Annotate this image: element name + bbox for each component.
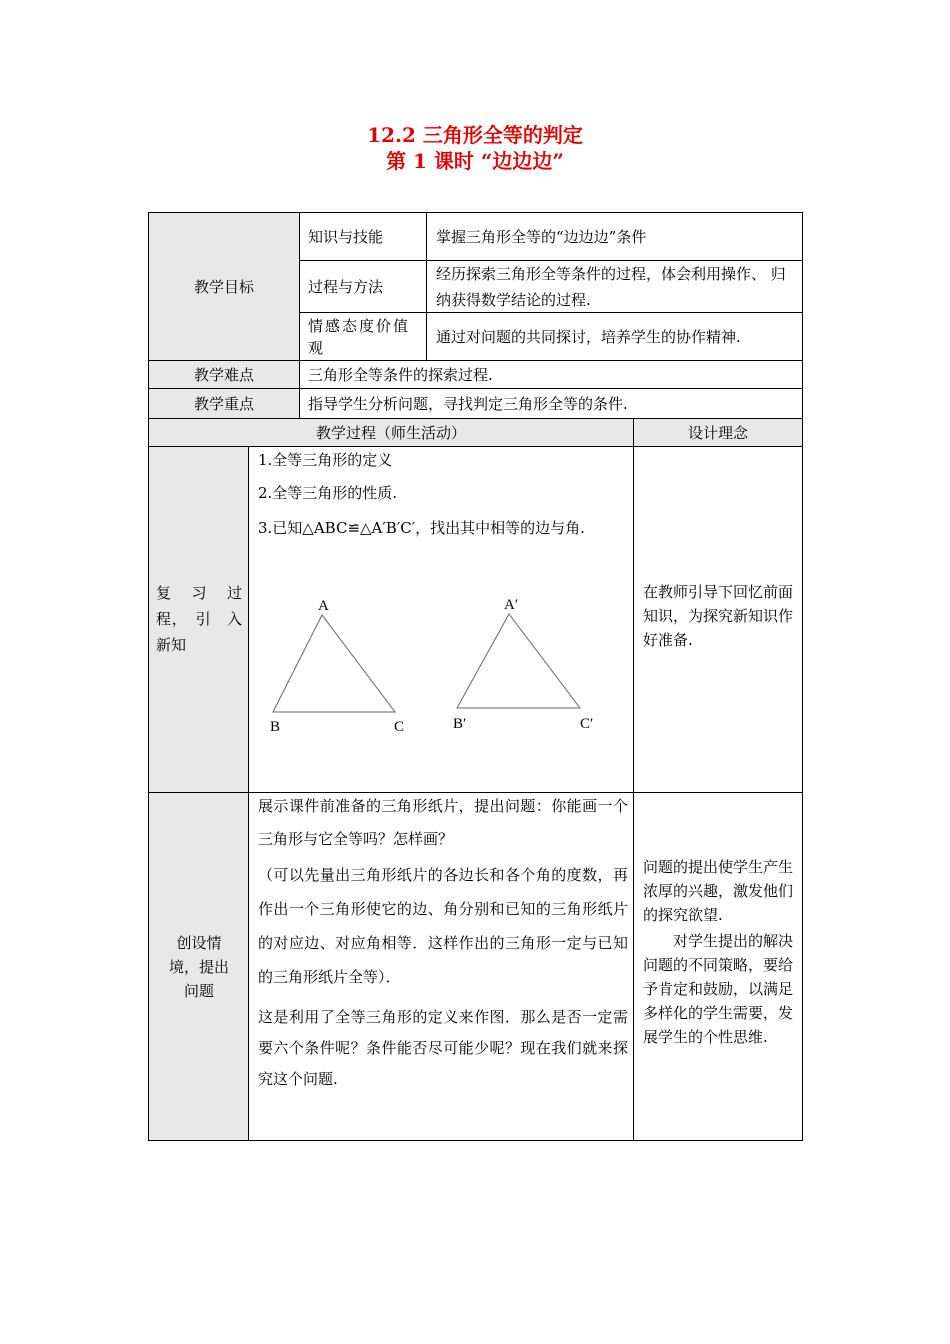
key-points-content: 指导学生分析问题，寻找判定三角形全等的条件. xyxy=(308,394,628,413)
objective-content: 经历探索三角形全等条件的过程，体会利用操作、 归纳获得数学结论的过程. xyxy=(436,264,786,309)
review-design-note: 在教师引导下回忆前面知识，为探究新知识作好准备. xyxy=(643,583,794,649)
review-item: 2.全等三角形的性质. xyxy=(258,484,398,502)
triangle-abc-shape xyxy=(273,615,395,712)
vertex-label-b: B xyxy=(270,719,281,735)
triangle-abc-prime xyxy=(453,597,593,732)
situation-paragraph: （可以先量出三角形纸片的各边长和各个角的度数，再作出一个三角形使它的边、角分别和已知的三角形纸片的对应边、对应角相等．这样作出的三角形一定与已知的三角形纸片全等）． xyxy=(258,866,628,986)
review-item: 3.已知△ABC≌△A′B′C′，找出其中相等的边与角. xyxy=(258,519,585,537)
vertex-label-c-prime: C′ xyxy=(580,716,594,732)
situation-design-note: 问题的提出使学生产生浓厚的兴趣，激发他们的探究欲望. xyxy=(643,858,794,924)
lesson-subtitle: 第 1 课时 “边边边” xyxy=(386,149,564,173)
rule xyxy=(299,212,300,418)
objectives-label: 教学目标 xyxy=(193,277,254,296)
objective-content: 通过对问题的共同探讨，培养学生的协作精神. xyxy=(436,327,741,346)
lesson-title: 12.2 三角形全等的判定 xyxy=(367,123,583,147)
situation-paragraph: 这是利用了全等三角形的定义来作图．那么是否一定需要六个条件呢？条件能否尽可能少呢？现在我们就来探究这个问题. xyxy=(258,1008,628,1088)
review-item: 1.全等三角形的定义 xyxy=(258,451,393,469)
rule xyxy=(802,212,803,1141)
triangle-abc xyxy=(270,598,404,735)
objective-category: 知识与技能 xyxy=(308,227,384,246)
process-header-design: 设计理念 xyxy=(687,423,748,442)
vertex-label-c: C xyxy=(394,719,405,735)
objective-category: 过程与方法 xyxy=(308,277,384,296)
review-stage-label: 复 习 过程， 引 入新知 xyxy=(156,584,242,654)
difficulty-content: 三角形全等条件的探索过程. xyxy=(308,365,493,384)
situation-design-note: 对学生提出的解决问题的不同策略，要给予肯定和鼓励，以满足多样化的学生需要，发展学生的个性思维. xyxy=(643,932,794,1046)
rule xyxy=(248,446,249,1140)
key-points-label: 教学重点 xyxy=(193,394,254,413)
objective-content: 掌握三角形全等的“边边边”条件 xyxy=(436,227,647,246)
rule xyxy=(148,1140,803,1141)
rule xyxy=(426,212,427,360)
vertex-label-a-prime: A′ xyxy=(504,597,519,613)
vertex-label-b-prime: B′ xyxy=(453,716,467,732)
difficulty-label: 教学难点 xyxy=(193,365,254,384)
situation-paragraph: 展示课件前准备的三角形纸片，提出问题：你能画一个三角形与它全等吗？怎样画？ xyxy=(258,797,628,848)
objective-category: 情感态度价值观 xyxy=(308,316,411,357)
situation-stage-label: 创设情境，提出问题 xyxy=(168,934,229,1000)
process-header-activity: 教学过程（师生活动） xyxy=(315,423,466,442)
rule xyxy=(633,418,634,1140)
stage-shade xyxy=(148,446,248,1140)
triangle-figures xyxy=(255,590,615,740)
triangle-abc-prime-shape xyxy=(457,614,580,708)
vertex-label-a: A xyxy=(318,598,329,614)
